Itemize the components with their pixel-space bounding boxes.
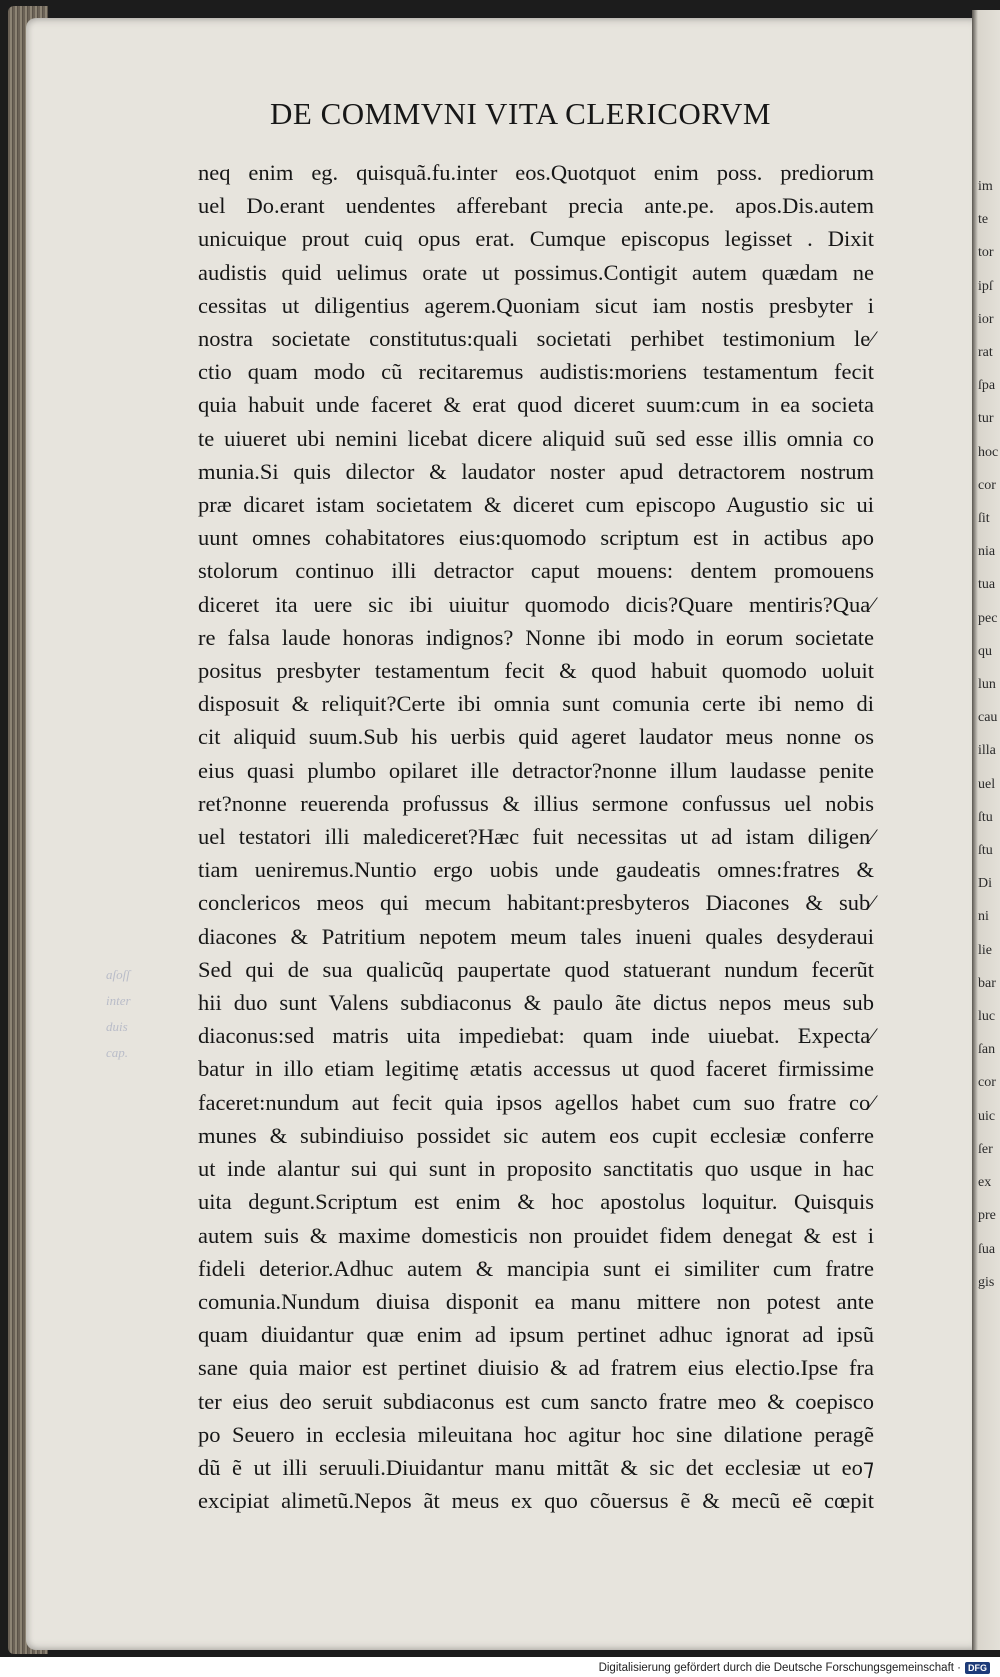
text-line: ret?nonne reuerenda profussus & illius sermone confussus uel nobis bbox=[198, 790, 874, 816]
text-line: cessitas ut diligentius agerem.Quoniam sicut iam nostis presbyter i bbox=[198, 292, 874, 318]
text-line: fideli deterior.Adhuc autem & mancipia sunt ei similiter cum fratre bbox=[198, 1255, 874, 1281]
text-line: præ dicaret istam societatem & diceret cum episcopo Augustio sic ui bbox=[198, 492, 874, 518]
text-line: conclericos meos qui mecum habitant:presbyteros Diacones & sub⁄ bbox=[198, 890, 874, 916]
text-line: te uiueret ubi nemini licebat dicere aliquid suũ sed esse illis omnia co bbox=[198, 425, 874, 451]
facing-page-fragments: im te tor ipſ ior rat ſpa tur hoc cor ſit nia tua pec qu lun cau illa uel ſtu ſtu Di ni lie bar luc ſan cor uic ſer ex pre ſua gis bbox=[978, 179, 999, 1290]
text-line: Sed qui de sua qualicũq paupertate quod statuerant nundum fecerũt bbox=[198, 956, 874, 982]
text-line: stolorum continuo illi detractor caput mouens: dentem promouens bbox=[198, 558, 874, 584]
text-line: diaconus:sed matris uita impediebat: quam inde uiuebat. Expecta⁄ bbox=[198, 1023, 874, 1049]
footer bbox=[599, 1658, 990, 1677]
text-line: batur in illo etiam legitimę ætatis accessus ut quod faceret firmissime bbox=[198, 1056, 874, 1082]
text-line: eius quasi plumbo opilaret ille detractor?nonne illum laudasse penite bbox=[198, 757, 874, 783]
text-line: re falsa laude honoras indignos? Nonne ibi modo in eorum societate bbox=[198, 624, 874, 650]
text-line: cit aliquid suum.Sub his uerbis quid ageret laudator meus nonne os bbox=[198, 724, 874, 750]
text-line: sane quia maior est pertinet diuisio & ad fratrem eius electio.Ipse fra bbox=[198, 1355, 874, 1381]
facing-page-strip bbox=[972, 10, 1000, 1650]
text-line: hii duo sunt Valens subdiaconus & paulo ãte dictus nepos meus sub bbox=[198, 990, 874, 1016]
text-line: uunt omnes cohabitatores eius:quomodo scriptum est in actibus apo bbox=[198, 525, 874, 551]
text-line: quia habuit unde faceret & erat quod diceret suum:cum in ea societa bbox=[198, 392, 874, 418]
text-line: uel testatori illi malediceret?Hæc fuit necessitas ut ad istam diligen⁄ bbox=[198, 824, 874, 850]
text-line: nostra societate constitutus:quali societati perhibet testimonium le⁄ bbox=[198, 326, 874, 352]
text-line: munia.Si quis dilector & laudator noster apud detractorem nostrum bbox=[198, 458, 874, 484]
text-line: uita degunt.Scriptum est enim & hoc apostolus loquitur. Quisquis bbox=[198, 1189, 874, 1215]
text-line: quam diuidantur quæ enim ad ipsum pertinet adhuc ignorat ad ipsũ bbox=[198, 1322, 874, 1348]
text-line: diceret ita uere sic ibi uiuitur quomodo dicis?Quare mentiris?Qua⁄ bbox=[198, 591, 874, 617]
running-heading: DE COMMVNI VITA CLERICORVM bbox=[270, 96, 771, 131]
text-line: excipiat alimetũ.Nepos ãt meus ex quo cõuersus ẽ & mecũ eẽ cœpit bbox=[198, 1488, 874, 1514]
body-text bbox=[198, 156, 874, 1517]
footer-credit: Digitalisierung gefördert durch die Deutsche Forschungsgemeinschaft · bbox=[598, 1661, 961, 1674]
text-line: positus presbyter testamentum fecit & quod habuit quomodo uoluit bbox=[198, 658, 874, 684]
text-line: po Seuero in ecclesia mileuitana hoc agitur hoc sine dilatione peragẽ bbox=[198, 1421, 874, 1447]
text-line: ter eius deo seruit subdiaconus est cum sancto fratre meo & coepisco bbox=[198, 1388, 874, 1414]
text-line: ut inde alantur sui qui sunt in proposito sanctitatis quo usque in hac bbox=[198, 1156, 874, 1182]
text-line: autem suis & maxime domesticis non prouidet fidem denegat & est i bbox=[198, 1222, 874, 1248]
text-line: audistis quid uelimus orate ut possimus.Contigit autem quædam ne bbox=[198, 259, 874, 285]
dfg-logo: DFG bbox=[965, 1662, 990, 1674]
bleed-through-text: aſoſſ inter duis cap. bbox=[106, 967, 131, 1060]
text-line: ctio quam modo cũ recitaremus audistis:moriens testamentum fecit bbox=[198, 359, 874, 385]
text-line: diacones & Patritium nepotem meum tales inueni quales desyderaui bbox=[198, 923, 874, 949]
text-line: munes & subindiuiso possidet sic autem eos cupit ecclesiæ conferre bbox=[198, 1122, 874, 1148]
text-line: comunia.Nundum diuisa disponit ea manu mittere non potest ante bbox=[198, 1288, 874, 1314]
text-line: disposuit & reliquit?Certe ibi omnia sunt comunia certe ibi nemo di bbox=[198, 691, 874, 717]
text-line: unicuique prout cuiq opus erat. Cumque episcopus legisset . Dixit bbox=[198, 226, 874, 252]
text-line: neq enim eg. quisquã.fu.inter eos.Quotquot enim poss. prediorum bbox=[198, 160, 874, 185]
text-line: tiam ueniremus.Nuntio ergo uobis unde gaudeatis omnes:fratres & bbox=[198, 857, 874, 883]
bleed-through-marginalia bbox=[106, 962, 166, 1066]
text-line: uel Do.erant uendentes afferebant precia ante.pe. apos.Dis.autem bbox=[198, 193, 874, 219]
text-line: dũ ẽ ut illi seruuli.Diuidantur manu mittãt & sic det ecclesiæ ut eo⁊ bbox=[198, 1454, 874, 1480]
text-line: faceret:nundum aut fecit quia ipsos agellos habet cum suo fratre co⁄ bbox=[198, 1089, 874, 1115]
